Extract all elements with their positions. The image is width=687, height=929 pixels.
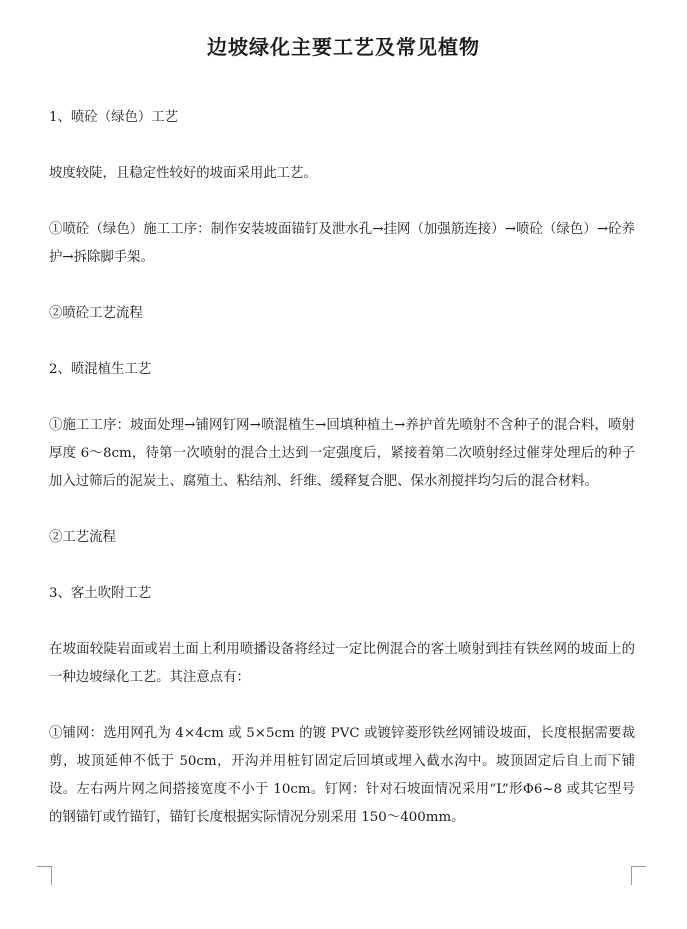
paragraph: 坡度较陡，且稳定性较好的坡面采用此工艺。 [49,166,317,181]
page-corner-mark-right [631,866,646,885]
document-body [49,104,635,832]
page-corner-mark-left [37,866,52,885]
document-title: 边坡绿化主要工艺及常见植物 [207,35,480,59]
heading-3: 3、客土吹附工艺 [49,586,152,601]
paragraph: 在坡面较陡岩面或岩土面上利用喷播设备将经过一定比例混合的客土喷射到挂有铁丝网的坡面上的一种边坡绿化工艺。其注意点有： [49,642,635,685]
heading-2: 2、喷混植生工艺 [49,362,152,377]
paragraph: ②喷砼工艺流程 [49,306,143,321]
paragraph: ②工艺流程 [49,530,116,545]
paragraph: ①喷砼（绿色）施工工序：制作安装坡面锚钉及泄水孔→挂网（加强筋连接）→喷砼（绿色）→砼养护→拆除脚手架。 [49,222,635,265]
paragraph: ①施工工序：坡面处理→铺网钉网→喷混植生→回填种植土→养护首先喷射不含种子的混合料，喷射厚度 6～8cm，待第一次喷射的混合土达到一定强度后，紧接着第二次喷射经过催芽处理后的种子加入过筛后的泥炭土、腐殖土、粘结剂、纤维、缓释复合肥、保水剂搅拌均匀后的混合材料。 [49,418,635,489]
heading-1: 1、喷砼（绿色）工艺 [49,110,179,125]
paragraph: ①铺网：选用网孔为 4×4cm 或 5×5cm 的镀 PVC 或镀锌菱形铁丝网铺设坡面，长度根据需要裁剪，坡顶延伸不低于 50cm，开沟并用桩钉固定后回填或埋入截水沟中。坡顶固定后自上而下铺设。左右两片网之间搭接宽度不小于 10cm。钉网：针对石坡面情况采用“L”形Φ6~8 或其它型号的钢锚钉或竹锚钉，锚钉长度根据实际情况分别采用 150～400mm。 [49,726,635,825]
